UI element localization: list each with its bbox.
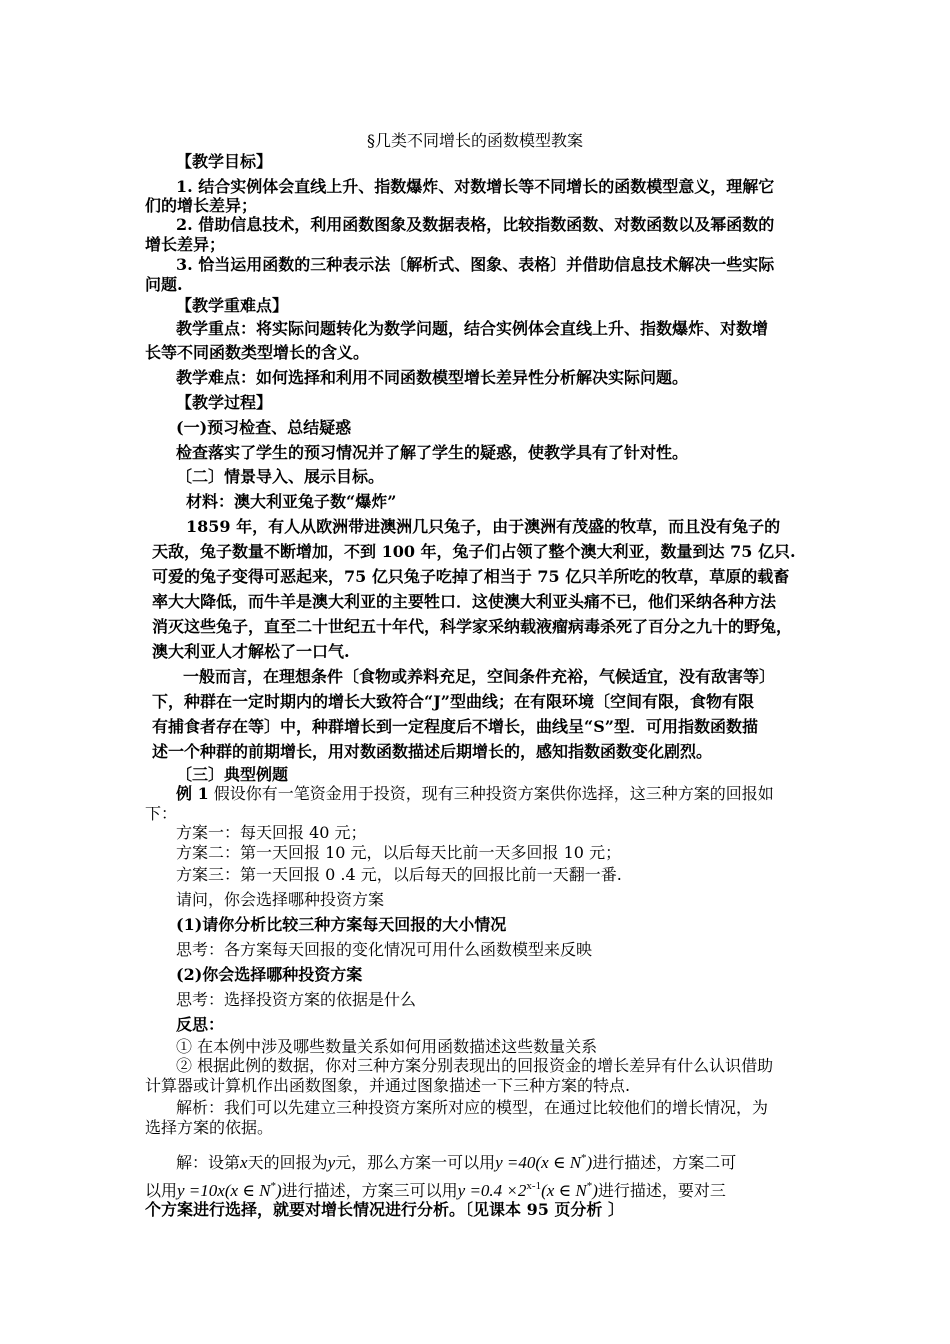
step-1-heading: (一)预习检查、总结疑惑 <box>176 418 352 437</box>
keypoints-heading: 【教学重难点】 <box>176 296 289 315</box>
step-3-heading: 〔三〕典型例题 <box>176 765 289 784</box>
plan-1: 方案一：每天回报 40 元； <box>176 823 367 842</box>
goal-3-line-1: 3. 恰当运用函数的三种表示法〔解析式、图象、表格〕并借助信息技术解决一些实际 <box>176 255 775 274</box>
general-line-2: 下，种群在一定时期内的增长大致符合“J”型曲线；在有限环境〔空间有限，食物有限 <box>152 692 754 711</box>
goal-2-line-1: 2. 借助信息技术，利用函数图象及数据表格，比较指数函数、对数函数以及幂函数的 <box>176 215 775 234</box>
analysis-line-1: 解析：我们可以先建立三种投资方案所对应的模型，在通过比较他们的增长情况，为 <box>176 1098 769 1117</box>
story-line-5: 消灭这些兔子，直至二十世纪五十年代，科学家采纳载液瘤病毒杀死了百分之九十的野兔， <box>152 617 793 636</box>
goal-3-line-2: 问题. <box>145 275 183 294</box>
reflect-2-line-2: 计算器或计算机作出函数图象，并通过图象描述一下三种方案的特点. <box>145 1076 631 1095</box>
variable-x: x <box>240 1153 248 1172</box>
question-1: (1)请你分析比较三种方案每天回报的大小情况 <box>176 915 507 934</box>
reflect-heading: 反思： <box>176 1015 225 1034</box>
solution-text: 以用 <box>145 1181 178 1200</box>
reflect-2-line-1: ② 根据此例的数据，你对三种方案分别表现出的回报资金的增长差异有什么认识借助 <box>176 1056 774 1075</box>
goal-2-line-2: 增长差异； <box>145 235 226 254</box>
goals-heading: 【教学目标】 <box>176 152 273 171</box>
solution-text: 天的回报为 <box>247 1153 328 1172</box>
plan-2: 方案二：第一天回报 10 元，以后每天比前一天多回报 10 元； <box>176 843 622 862</box>
general-line-1: 一般而言，在理想条件〔食物或养料充足，空间条件充裕，气候适宜，没有敌害等〕 <box>183 667 776 686</box>
think-2: 思考：选择投资方案的依据是什么 <box>176 990 417 1009</box>
goal-1-line-1: 1. 结合实例体会直线上升、指数爆炸、对数增长等不同增长的函数模型意义，理解它 <box>176 177 775 196</box>
solution-text: 进行描述，方案三可以用 <box>281 1181 458 1200</box>
solution-text: 进行描述，要对三 <box>597 1181 726 1200</box>
story-line-4: 率大大降低，而牛羊是澳大利亚的主要牲口．这使澳大利亚头痛不已，他们采纳各种方法 <box>152 592 777 611</box>
question: 请问，你会选择哪种投资方案 <box>176 890 385 909</box>
document-title: §几类不同增长的函数模型教案 <box>366 131 583 150</box>
think-1: 思考：各方案每天回报的变化情况可用什么函数模型来反映 <box>176 940 593 959</box>
story-line-2: 天敌，兔子数量不断增加，不到 100 年，兔子们占领了整个澳大利亚，数量到达 75 亿只. <box>152 542 796 561</box>
goal-1-line-2: 们的增长差异； <box>145 196 258 215</box>
plan-3: 方案三：第一天回报 0 .4 元，以后每天的回报比前一天翻一番. <box>176 865 622 884</box>
key-point-line-1: 教学重点：将实际问题转化为数学问题，结合实例体会直线上升、指数爆炸、对数增 <box>176 319 769 338</box>
general-line-4: 述一个种群的前期增长，用对数函数描述后期增长的，感知指数函数变化剧烈。 <box>152 742 713 761</box>
difficulty-point: 教学难点：如何选择和利用不同函数模型增长差异性分析解决实际问题。 <box>176 368 689 387</box>
variable-y: y <box>327 1153 336 1172</box>
key-point-line-2: 长等不同函数类型增长的含义。 <box>145 343 370 362</box>
general-line-3: 有捕食者存在等〕中，种群增长到一定程度后不增长，曲线呈“S”型．可用指数函数描 <box>152 717 758 736</box>
example-1-line-1 <box>176 784 813 804</box>
example-label: 例 1 <box>176 784 209 803</box>
solution-line-3: 个方案进行选择，就要对增长情况进行分析。〔见课本 95 页分析 〕 <box>145 1200 624 1219</box>
formula-plan-3: $y =0.4 \times 2^{x-1}(x$ ∈ N*) <box>457 1180 598 1200</box>
story-line-3: 可爱的兔子变得可恶起来，75 亿只兔子吃掉了相当于 75 亿只羊所吃的牧草，草原的载畜 <box>152 567 790 586</box>
step-1-text: 检查落实了学生的预习情况并了解了学生的疑惑，使教学具有了针对性。 <box>176 443 689 462</box>
example-1-text: 假设你有一笔资金用于投资，现有三种投资方案供你选择，这三种方案的回报如 <box>208 784 774 803</box>
reflect-1: ① 在本例中涉及哪些数量关系如何用函数描述这些数量关系 <box>176 1037 598 1056</box>
example-1-line-2: 下： <box>145 804 178 823</box>
story-line-6: 澳大利亚人才解松了一口气. <box>152 642 350 661</box>
solution-line-1 <box>176 1148 813 1173</box>
analysis-line-2: 选择方案的依据。 <box>145 1118 274 1137</box>
formula-plan-2: y =10x(x ∈ N*) <box>177 1180 282 1200</box>
solution-text: 解：设第 <box>176 1153 241 1172</box>
step-2-heading: 〔二〕情景导入、展示目标。 <box>176 467 385 486</box>
formula-plan-1: y =40(x ∈ N*) <box>495 1152 593 1172</box>
solution-line-2 <box>145 1176 813 1201</box>
solution-text: 进行描述，方案二可 <box>592 1153 737 1172</box>
material-title: 材料：澳大利亚兔子数“爆炸” <box>186 492 397 511</box>
question-2: (2)你会选择哪种投资方案 <box>176 965 363 984</box>
story-line-1: 1859 年，有人从欧洲带进澳洲几只兔子，由于澳洲有茂盛的牧草，而且没有兔子的 <box>186 517 781 536</box>
process-heading: 【教学过程】 <box>176 393 273 412</box>
solution-text: 元，那么方案一可以用 <box>335 1153 496 1172</box>
